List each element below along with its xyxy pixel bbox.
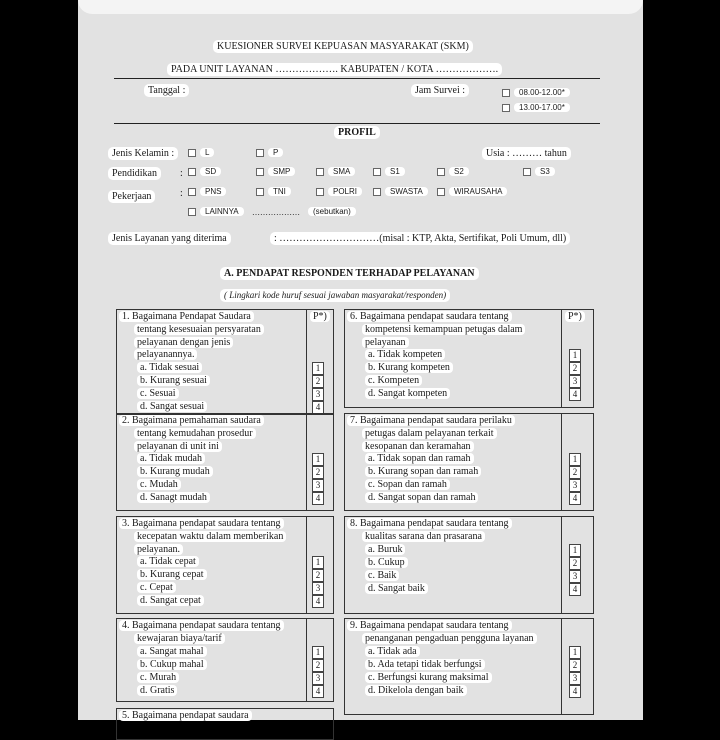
answer-option[interactable] bbox=[365, 646, 420, 658]
answer-code[interactable]: 4 bbox=[569, 388, 581, 401]
answer-option-text: d. Sanagt mudah bbox=[137, 492, 210, 503]
answer-option-text: d. Sangat kompeten bbox=[365, 388, 450, 399]
question-text-line bbox=[134, 349, 197, 361]
answer-option[interactable] bbox=[365, 375, 422, 387]
answer-code[interactable]: 2 bbox=[312, 569, 324, 582]
answer-option-text: b. Cukup bbox=[365, 557, 408, 568]
question-text-line bbox=[347, 415, 515, 427]
jk-option-l[interactable]: L bbox=[188, 147, 214, 159]
answer-option[interactable] bbox=[137, 569, 207, 581]
divider bbox=[114, 78, 600, 79]
answer-code[interactable]: 4 bbox=[569, 583, 581, 596]
answer-code[interactable]: 3 bbox=[312, 388, 324, 401]
checkbox-icon bbox=[188, 208, 196, 216]
question-text: tentang kesesuaian persyaratan bbox=[134, 324, 264, 335]
checkbox-icon bbox=[502, 104, 510, 112]
answer-code[interactable]: 1 bbox=[569, 349, 581, 362]
answer-option-text: c. Baik bbox=[365, 570, 399, 581]
answer-code[interactable]: 3 bbox=[312, 582, 324, 595]
answer-option[interactable] bbox=[137, 595, 204, 607]
answer-code[interactable]: 2 bbox=[312, 659, 324, 672]
answer-option-text: a. Buruk bbox=[365, 544, 405, 555]
pekerjaan-wirausaha[interactable]: WIRAUSAHA bbox=[437, 186, 507, 198]
answer-option[interactable] bbox=[137, 453, 205, 465]
pendidikan-label: Pendidikan bbox=[108, 167, 161, 180]
usia-label: Usia : ……… tahun bbox=[482, 147, 571, 160]
question-text: kecepatan waktu dalam memberikan bbox=[134, 531, 286, 542]
checkbox-icon bbox=[256, 168, 264, 176]
question-text-line bbox=[362, 324, 525, 336]
pekerjaan-lainnya[interactable]: LAINNYA bbox=[188, 206, 244, 218]
question-text: pelayanan bbox=[362, 337, 409, 348]
p-column-divider bbox=[561, 619, 562, 714]
question-block bbox=[116, 413, 334, 511]
question-text-line bbox=[134, 428, 256, 440]
answer-code[interactable]: 2 bbox=[312, 375, 324, 388]
answer-option[interactable] bbox=[137, 388, 179, 400]
form-title: KUESIONER SURVEI KEPUASAN MASYARAKAT (SKM) bbox=[213, 40, 473, 53]
p-column-divider bbox=[561, 517, 562, 613]
question-text-line bbox=[134, 544, 183, 556]
p-column-header bbox=[565, 311, 585, 323]
question-text-line bbox=[134, 633, 225, 645]
answer-option-text: b. Kurang sopan dan ramah bbox=[365, 466, 481, 477]
answer-option-text: c. Murah bbox=[137, 672, 179, 683]
answer-option[interactable] bbox=[365, 466, 481, 478]
answer-option[interactable] bbox=[365, 583, 428, 595]
answer-option-text: b. Kurang mudah bbox=[137, 466, 213, 477]
checkbox-icon bbox=[373, 168, 381, 176]
answer-option[interactable] bbox=[137, 646, 207, 658]
jk-option-p[interactable]: P bbox=[256, 147, 283, 159]
question-text: pelayanannya. bbox=[134, 349, 197, 360]
answer-code[interactable]: 2 bbox=[569, 659, 581, 672]
answer-option[interactable] bbox=[137, 362, 202, 374]
question-text: 6. Bagaimana pendapat saudara tentang bbox=[347, 311, 512, 322]
answer-option[interactable] bbox=[137, 685, 177, 697]
section-a-heading: A. PENDAPAT RESPONDEN TERHADAP PELAYANAN bbox=[220, 267, 479, 280]
answer-code[interactable]: 2 bbox=[569, 466, 581, 479]
answer-option-text: a. Tidak sesuai bbox=[137, 362, 202, 373]
p-header-text: P*) bbox=[310, 311, 330, 322]
answer-code[interactable]: 3 bbox=[569, 375, 581, 388]
question-text-line bbox=[119, 415, 264, 427]
question-text: 3. Bagaimana pendapat saudara tentang bbox=[119, 518, 284, 529]
answer-option[interactable] bbox=[365, 492, 478, 504]
answer-option-text: a. Tidak mudah bbox=[137, 453, 205, 464]
question-text: 1. Bagaimana Pendapat Saudara bbox=[119, 311, 254, 322]
pendidikan-s1[interactable]: S1 bbox=[373, 166, 405, 178]
answer-option-text: d. Dikelola dengan baik bbox=[365, 685, 467, 696]
question-text-line bbox=[347, 311, 512, 323]
question-text-line bbox=[119, 710, 252, 722]
checkbox-icon bbox=[256, 188, 264, 196]
answer-option[interactable] bbox=[365, 388, 450, 400]
unit-line: PADA UNIT LAYANAN ………………. KABUPATEN / KOTA ………………. bbox=[167, 63, 502, 76]
answer-option-text: a. Sangat mahal bbox=[137, 646, 207, 657]
checkbox-icon bbox=[373, 188, 381, 196]
profil-heading: PROFIL bbox=[334, 126, 380, 139]
question-text-line bbox=[134, 324, 264, 336]
question-text-line bbox=[362, 441, 474, 453]
question-text-line bbox=[119, 518, 284, 530]
pekerjaan-swasta[interactable]: SWASTA bbox=[373, 186, 428, 198]
divider bbox=[114, 123, 600, 124]
tanggal-label: Tanggal : bbox=[144, 84, 189, 97]
question-text-line bbox=[347, 518, 512, 530]
colon: : bbox=[180, 168, 183, 179]
answer-code[interactable]: 1 bbox=[569, 646, 581, 659]
answer-option-text: c. Kompeten bbox=[365, 375, 422, 386]
checkbox-icon bbox=[437, 188, 445, 196]
answer-option[interactable] bbox=[137, 672, 179, 684]
question-text: kompetensi kemampuan petugas dalam bbox=[362, 324, 525, 335]
question-text: 4. Bagaimana pendapat saudara tentang bbox=[119, 620, 284, 631]
checkbox-icon bbox=[256, 149, 264, 157]
question-text: 7. Bagaimana pendapat saudara perilaku bbox=[347, 415, 515, 426]
answer-code[interactable]: 3 bbox=[569, 479, 581, 492]
answer-option-text: c. Mudah bbox=[137, 479, 181, 490]
question-text: kesopanan dan keramahan bbox=[362, 441, 474, 452]
answer-option-text: a. Tidak sopan dan ramah bbox=[365, 453, 474, 464]
answer-option[interactable] bbox=[365, 544, 405, 556]
question-text-line bbox=[362, 531, 485, 543]
checkbox-icon bbox=[502, 89, 510, 97]
answer-code[interactable]: 3 bbox=[312, 479, 324, 492]
answer-option[interactable] bbox=[137, 479, 181, 491]
question-text: pelayanan di unit ini bbox=[134, 441, 222, 452]
p-column-header bbox=[310, 311, 330, 323]
p-column-divider bbox=[561, 414, 562, 510]
answer-option-text: d. Sangat cepat bbox=[137, 595, 204, 606]
answer-option[interactable] bbox=[365, 362, 453, 374]
answer-code[interactable]: 1 bbox=[312, 362, 324, 375]
answer-option-text: b. Ada tetapi tidak berfungsi bbox=[365, 659, 485, 670]
jam-option-1[interactable]: 08.00-12.00* bbox=[502, 87, 570, 99]
answer-code[interactable]: 2 bbox=[312, 466, 324, 479]
pendidikan-sma[interactable]: SMA bbox=[316, 166, 355, 178]
answer-option-text: a. Tidak cepat bbox=[137, 556, 199, 567]
answer-option[interactable] bbox=[137, 492, 210, 504]
pekerjaan-tni[interactable]: TNI bbox=[256, 186, 291, 198]
jam-option-2[interactable]: 13.00-17.00* bbox=[502, 102, 570, 114]
question-text: tentang kemudahan prosedur bbox=[134, 428, 256, 439]
question-block bbox=[116, 708, 334, 740]
question-block bbox=[344, 516, 594, 614]
answer-code[interactable]: 4 bbox=[312, 685, 324, 698]
pendidikan-s2[interactable]: S2 bbox=[437, 166, 469, 178]
pekerjaan-label: Pekerjaan bbox=[108, 190, 155, 203]
question-block bbox=[344, 618, 594, 715]
p-column-divider bbox=[306, 414, 307, 510]
section-a-instruction: ( Lingkari kode huruf sesuai jawaban masyarakat/responden) bbox=[220, 289, 450, 302]
checkbox-icon bbox=[523, 168, 531, 176]
lainnya-dots: ……………… bbox=[252, 208, 300, 217]
answer-option[interactable] bbox=[365, 557, 408, 569]
answer-option[interactable] bbox=[365, 453, 474, 465]
question-text: pelayanan dengan jenis bbox=[134, 337, 233, 348]
question-text: 9. Bagaimana pendapat saudara tentang bbox=[347, 620, 512, 631]
answer-option-text: a. Tidak kompeten bbox=[365, 349, 445, 360]
answer-option-text: d. Gratis bbox=[137, 685, 177, 696]
answer-option-text: c. Sopan dan ramah bbox=[365, 479, 450, 490]
answer-option[interactable] bbox=[365, 479, 450, 491]
answer-option[interactable] bbox=[365, 672, 492, 684]
question-block bbox=[116, 516, 334, 614]
answer-code[interactable]: 1 bbox=[569, 544, 581, 557]
question-text: penanganan pengaduan pengguna layanan bbox=[362, 633, 537, 644]
answer-option-text: b. Kurang kompeten bbox=[365, 362, 453, 373]
question-block bbox=[116, 309, 334, 415]
answer-option-text: c. Berfungsi kurang maksimal bbox=[365, 672, 492, 683]
question-text: pelayanan. bbox=[134, 544, 183, 555]
answer-code[interactable]: 1 bbox=[569, 453, 581, 466]
checkbox-icon bbox=[188, 188, 196, 196]
question-text-line bbox=[362, 428, 497, 440]
p-column-divider bbox=[306, 619, 307, 701]
question-text-line bbox=[119, 620, 284, 632]
answer-code[interactable]: 4 bbox=[312, 492, 324, 505]
answer-option[interactable] bbox=[137, 659, 207, 671]
checkbox-icon bbox=[316, 188, 324, 196]
p-column-divider bbox=[306, 517, 307, 613]
pekerjaan-pns[interactable]: PNS bbox=[188, 186, 226, 198]
question-text: 8. Bagaimana pendapat saudara tentang bbox=[347, 518, 512, 529]
pendidikan-smp[interactable]: SMP bbox=[256, 166, 295, 178]
question-text-line bbox=[362, 633, 537, 645]
answer-code[interactable]: 4 bbox=[312, 401, 324, 414]
answer-option[interactable] bbox=[137, 375, 210, 387]
question-text-line bbox=[134, 337, 233, 349]
answer-option[interactable] bbox=[137, 466, 213, 478]
question-text-line bbox=[347, 620, 512, 632]
pendidikan-sd[interactable]: SD bbox=[188, 166, 221, 178]
answer-option-text: c. Sesuai bbox=[137, 388, 179, 399]
answer-option-text: d. Sangat sesuai bbox=[137, 401, 207, 412]
answer-code[interactable]: 3 bbox=[569, 570, 581, 583]
answer-code[interactable]: 4 bbox=[569, 685, 581, 698]
answer-option-text: c. Cepat bbox=[137, 582, 176, 593]
question-text: kualitas sarana dan prasarana bbox=[362, 531, 485, 542]
p-header-text: P*) bbox=[565, 311, 585, 322]
answer-code[interactable]: 4 bbox=[312, 595, 324, 608]
pendidikan-s3[interactable]: S3 bbox=[523, 166, 555, 178]
answer-option-text: a. Tidak ada bbox=[365, 646, 420, 657]
answer-option[interactable] bbox=[137, 582, 176, 594]
answer-option-text: b. Kurang sesuai bbox=[137, 375, 210, 386]
colon: : bbox=[180, 188, 183, 199]
answer-option[interactable] bbox=[365, 685, 467, 697]
answer-code[interactable]: 3 bbox=[312, 672, 324, 685]
answer-code[interactable]: 1 bbox=[312, 556, 324, 569]
question-text: 2. Bagaimana pemahaman saudara bbox=[119, 415, 264, 426]
answer-option[interactable] bbox=[137, 556, 199, 568]
answer-option-text: d. Sangat baik bbox=[365, 583, 428, 594]
answer-option[interactable] bbox=[365, 570, 399, 582]
checkbox-icon bbox=[188, 149, 196, 157]
question-text: petugas dalam pelayanan terkait bbox=[362, 428, 497, 439]
answer-option-text: b. Kurang cepat bbox=[137, 569, 207, 580]
answer-code[interactable]: 1 bbox=[312, 646, 324, 659]
question-block bbox=[116, 618, 334, 702]
answer-option[interactable] bbox=[365, 659, 485, 671]
question-text-line bbox=[119, 311, 254, 323]
sebutkan-note: (sebutkan) bbox=[308, 206, 356, 218]
checkbox-icon bbox=[188, 168, 196, 176]
question-text-line bbox=[134, 531, 286, 543]
jam-survei-label: Jam Survei : bbox=[411, 84, 469, 97]
answer-option-text: d. Sangat sopan dan ramah bbox=[365, 492, 478, 503]
jenis-kelamin-label: Jenis Kelamin : bbox=[108, 147, 178, 160]
jenis-layanan-value: : …………………………(misal : KTP, Akta, Sertifikat, Poli Umum, dll) bbox=[270, 232, 570, 245]
answer-code[interactable]: 2 bbox=[569, 362, 581, 375]
answer-code[interactable]: 4 bbox=[569, 492, 581, 505]
answer-option[interactable] bbox=[137, 401, 207, 413]
checkbox-icon bbox=[316, 168, 324, 176]
answer-option[interactable] bbox=[365, 349, 445, 361]
question-text: kewajaran biaya/tarif bbox=[134, 633, 225, 644]
pekerjaan-polri[interactable]: POLRI bbox=[316, 186, 362, 198]
checkbox-icon bbox=[437, 168, 445, 176]
p-column-divider bbox=[561, 310, 562, 407]
answer-option-text: b. Cukup mahal bbox=[137, 659, 207, 670]
question-text-line bbox=[362, 337, 409, 349]
question-block bbox=[344, 309, 594, 408]
question-text: 5. Bagaimana pendapat saudara bbox=[119, 710, 252, 721]
answer-code[interactable]: 2 bbox=[569, 557, 581, 570]
answer-code[interactable]: 1 bbox=[312, 453, 324, 466]
page-top-edge bbox=[78, 0, 643, 14]
question-text-line bbox=[134, 441, 222, 453]
answer-code[interactable]: 3 bbox=[569, 672, 581, 685]
p-column-divider bbox=[306, 310, 307, 414]
question-block bbox=[344, 413, 594, 511]
jenis-layanan-label: Jenis Layanan yang diterima bbox=[108, 232, 231, 245]
